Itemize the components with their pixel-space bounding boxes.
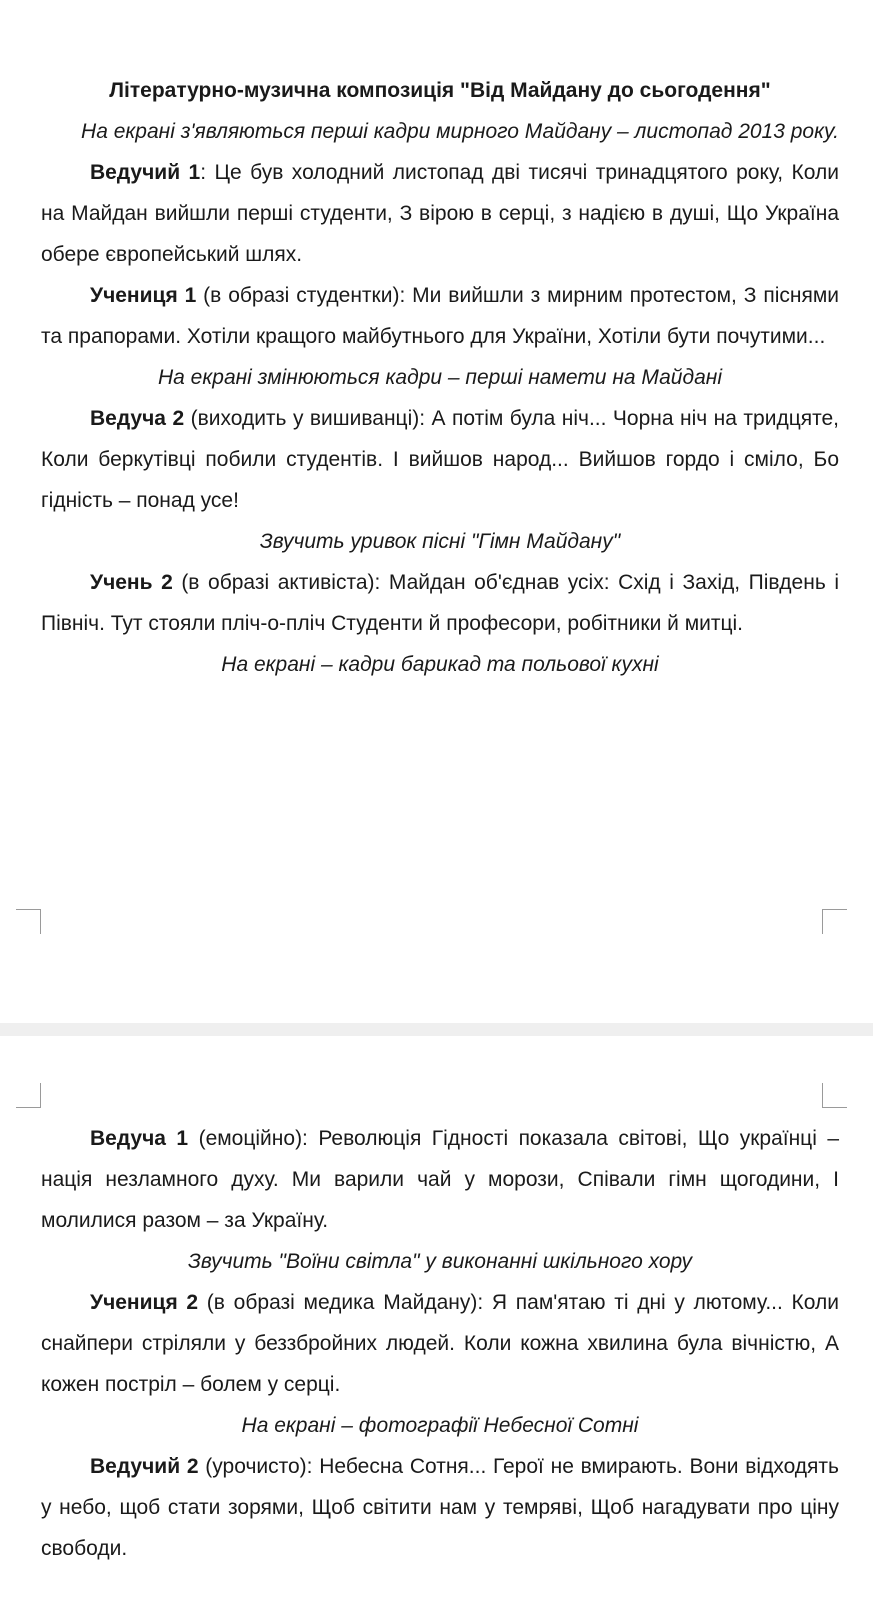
speaker-line: (виходить у вишиванці): А потім була ніч... Чорна ніч на тридцяте, Коли беркутівці побили студентів. І вийшов народ... Вийшов гордо і сміло, Бо гідність – понад усе! (41, 407, 839, 512)
speaker-line: : Це був холодний листопад дві тисячі тринадцятого року, Коли на Майдан вийшли перші студенти, З вірою в серці, з надією в душі, Що Україна обере європейський шлях. (41, 161, 839, 266)
script-paragraph (41, 275, 839, 357)
speaker-name: Ведуча 1 (90, 1127, 189, 1150)
document-title: Літературно-музична композиція "Від Майдану до сьогодення" (109, 79, 771, 102)
stage-direction: На екрані з'являються перші кадри мирного Майдану – листопад 2013 року. (81, 120, 839, 143)
page-corner-mark (16, 1083, 41, 1108)
script-paragraph (41, 1118, 839, 1241)
speaker-name: Учениця 1 (90, 284, 197, 307)
speaker-line: (урочисто): Небесна Сотня... Герої не вмирають. Вони відходять у небо, щоб стати зорями, Щоб світити нам у темряві, Щоб нагадувати про ціну свободи. (41, 1455, 839, 1560)
speaker-name: Ведучий 1 (90, 161, 201, 184)
stage-direction: На екрані – фотографії Небесної Сотні (241, 1414, 639, 1437)
page-2-content (41, 1118, 839, 1569)
stage-direction: Звучить уривок пісні "Гімн Майдану" (259, 530, 621, 553)
speaker-name: Учениця 2 (90, 1291, 199, 1314)
speaker-line: (в образі активіста): Майдан об'єднав усіх: Схід і Захід, Південь і Північ. Тут стояли пліч-о-пліч Студенти й професори, робітники й митці. (41, 571, 839, 635)
page-corner-mark (822, 1083, 847, 1108)
speaker-name: Учень 2 (90, 571, 173, 594)
speaker-line: (в образі медика Майдану): Я пам'ятаю ті дні у лютому... Коли снайпери стріляли у беззбройних людей. Коли кожна хвилина була вічністю, А кожен постріл – болем у серці. (41, 1291, 839, 1396)
script-paragraph (41, 152, 839, 275)
speaker-line: (емоційно): Революція Гідності показала світові, Що українці – нація незламного духу. Ми варили чай у морози, Співали гімн щогодини, І молилися разом – за Україну. (41, 1127, 840, 1232)
speaker-line: (в образі студентки): Ми вийшли з мирним протестом, З піснями та прапорами. Хотіли кращого майбутнього для України, Хотіли бути почутими... (41, 284, 839, 348)
page-corner-mark (16, 909, 41, 934)
script-paragraph (41, 562, 839, 644)
script-paragraph (41, 1446, 839, 1569)
stage-direction: На екрані змінюються кадри – перші намети на Майдані (157, 366, 722, 389)
stage-direction: Звучить "Воїни світла" у виконанні шкільного хору (187, 1250, 693, 1273)
page-separator (0, 1023, 873, 1036)
script-paragraph (41, 398, 839, 521)
page-1-content (41, 70, 839, 685)
speaker-name: Ведучий 2 (90, 1455, 199, 1478)
script-paragraph (41, 1282, 839, 1405)
speaker-name: Ведуча 2 (90, 407, 185, 430)
page-corner-mark (822, 909, 847, 934)
stage-direction: На екрані – кадри барикад та польової кухні (221, 653, 659, 676)
